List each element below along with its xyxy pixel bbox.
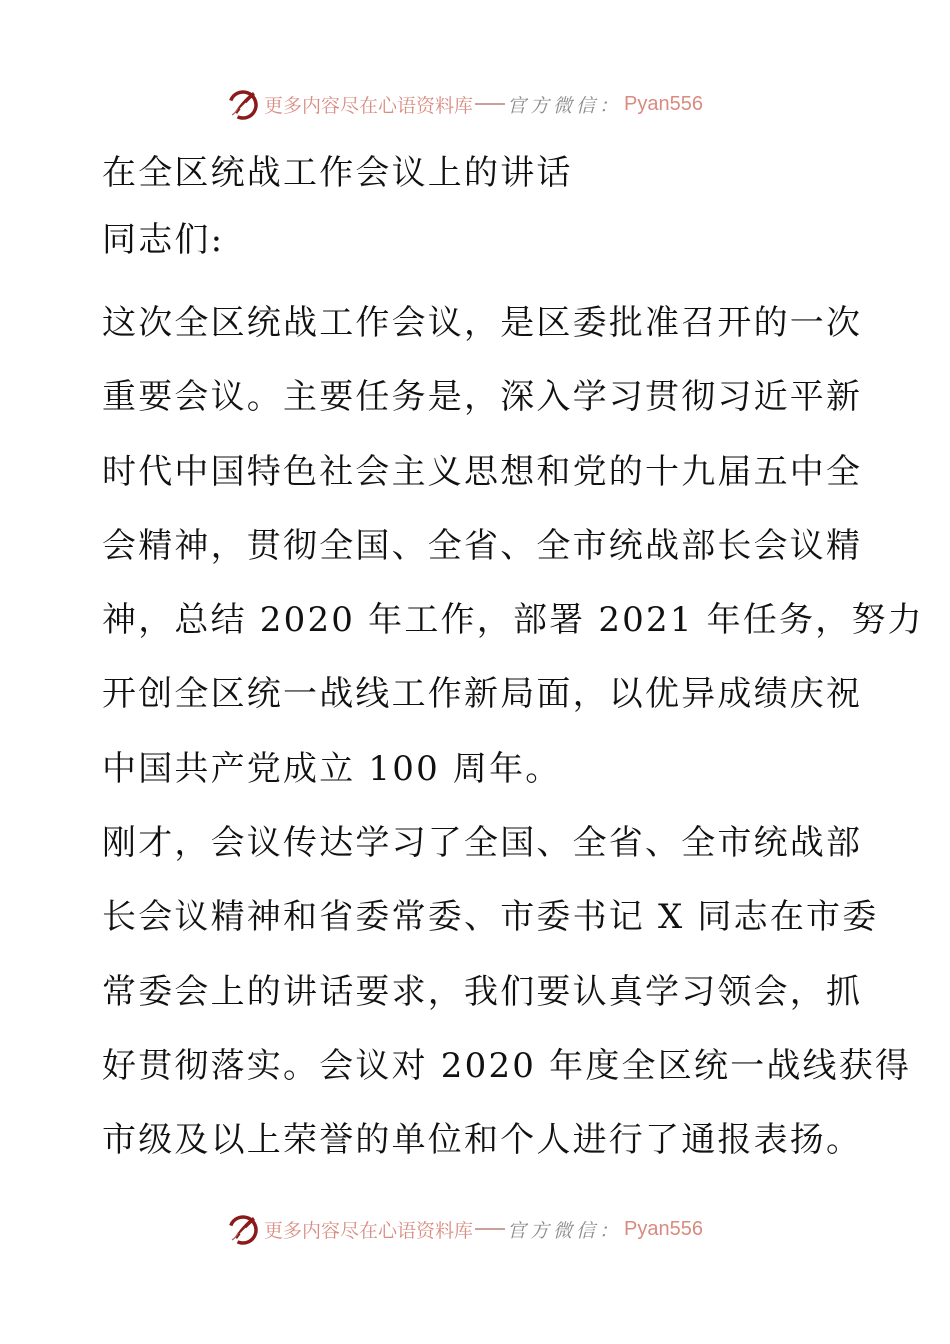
text-line: 这次全区统战工作会议，是区委批准召开的一次 <box>102 303 863 343</box>
paragraph-1 <box>102 298 924 818</box>
text-line: 开创全区统一战线工作新局面，以优异成绩庆祝 <box>102 674 863 715</box>
paragraph-2 <box>102 818 912 1189</box>
text-line: 神，总结 2020 年工作，部署 2021 年任务，努力 <box>102 600 924 641</box>
wechat-id: Pyan556 <box>624 1217 703 1240</box>
text-line: 刚才，会议传达学习了全国、全省、全市统战部 <box>102 823 863 864</box>
text-line: 市级及以上荣誉的单位和个人进行了通报表扬。 <box>102 1120 863 1161</box>
brand-text: 更多内容尽在心语资料库 <box>264 1219 474 1242</box>
separator-dash <box>475 1228 505 1230</box>
quill-pen-logo-icon <box>226 87 260 121</box>
official-wechat-label: 官方微信： <box>507 1219 623 1242</box>
text-line: 重要会议。主要任务是，深入学习贯彻习近平新 <box>102 377 863 418</box>
text-line: 长会议精神和省委常委、市委书记 X 同志在市委 <box>102 897 879 938</box>
text-line: 时代中国特色社会主义思想和党的十九届五中全 <box>102 451 863 492</box>
document-title: 在全区统战工作会议上的讲话 <box>102 153 573 193</box>
separator-dash <box>475 103 505 105</box>
header-watermark-banner <box>226 86 703 122</box>
text-line: 会精神，贯彻全国、全省、全市统战部长会议精 <box>102 525 863 566</box>
quill-pen-logo-icon <box>226 1212 260 1246</box>
wechat-id: Pyan556 <box>624 92 703 115</box>
document-body <box>102 148 924 1190</box>
official-wechat-label: 官方微信： <box>507 94 623 117</box>
text-line: 常委会上的讲话要求，我们要认真学习领会，抓 <box>102 971 863 1012</box>
footer-watermark-banner <box>226 1211 703 1247</box>
text-line: 好贯彻落实。会议对 2020 年度全区统一战线获得 <box>102 1045 912 1086</box>
salutation: 同志们: <box>102 220 225 260</box>
brand-text: 更多内容尽在心语资料库 <box>264 94 474 117</box>
text-line: 中国共产党成立 100 周年。 <box>102 748 562 789</box>
